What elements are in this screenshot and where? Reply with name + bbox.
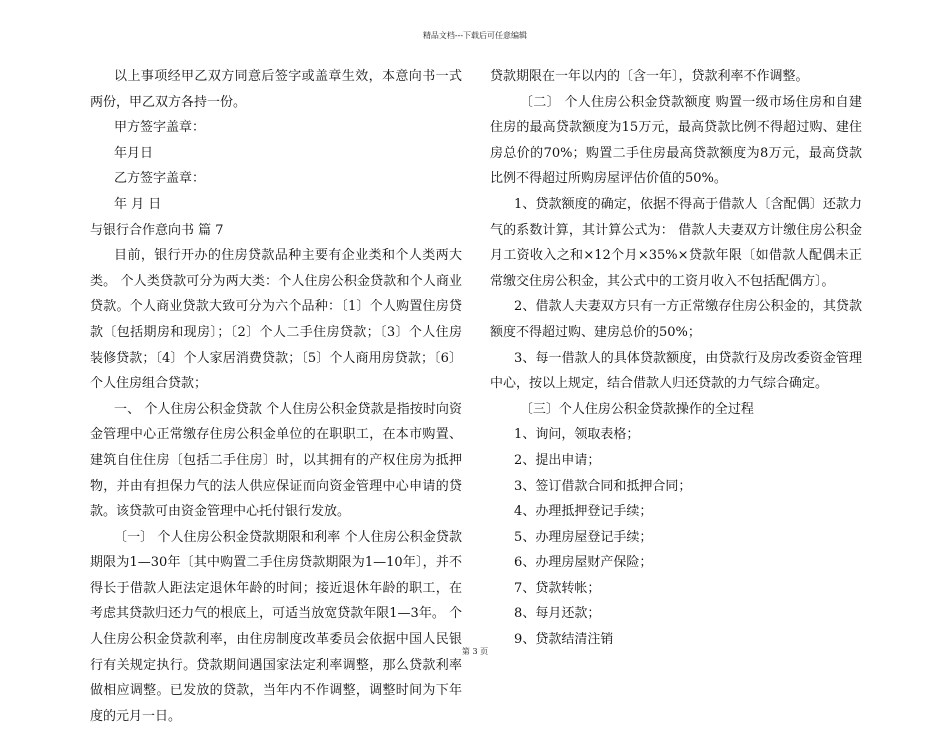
list-item: 9、贷款结清注销 [514,632,614,648]
paragraph: 年月日 [114,145,154,161]
paragraph: 〔二〕 个人住房公积金贷款额度 购置一级市场住房和自建住房的最高贷款额度为15万元，最高贷款比例不得超过购、建住房总价的70%；购置二手住房最高贷款额度为8万元，最高贷款比例不得超过所购房屋评估价值的50%。 [490,94,862,187]
list-item: 3、签订借款合同和抵押合同； [514,478,692,494]
paragraph: 乙方签字盖章： [114,171,206,187]
list-item: 2、提出申请； [514,452,601,468]
paragraph: 年 月 日 [114,196,162,212]
paragraph: 贷款期限在一年以内的〔含一年〕，贷款利率不作调整。 [490,69,809,84]
list-item: 6、办理房屋财产保险； [514,555,653,571]
list-item: 4、办理抵押登记手续； [514,504,653,520]
paragraph: 甲方签字盖章： [114,120,206,136]
paragraph: 1、贷款额度的确定，依据不得高于借款人〔含配偶〕还款力气的系数计算，其计算公式为： 借款人夫妻双方计缴住房公积金月工资收入之和×12个月×35%×贷款年限〔如借款人配偶未正常缴交住房公积金，其公式中的工资月收入不包括配偶方〕。 [490,196,862,289]
list-item: 5、办理房屋登记手续； [514,529,653,545]
section-heading: 与银行合作意向书 篇 7 [90,222,224,238]
paragraph: 以上事项经甲乙双方同意后签字或盖章生效，本意向书一式两份，甲乙双方各持一份。 [90,69,462,110]
paragraph: 一、 个人住房公积金贷款 个人住房公积金贷款是指按时向资金管理中心正常缴存住房公积金单位的在职职工，在本市购置、建筑自住住房〔包括二手住房〕时，以其拥有的产权住房为抵押物，并由有担保力气的法人供应保证而向资金管理中心申请的贷款。该贷款可由资金管理中心托付银行发放。 [90,401,462,520]
page-number: 第 3 页 [461,647,489,656]
paragraph: 2、借款人夫妻双方只有一方正常缴存住房公积金的，其贷款额度不得超过购、建房总价的50%； [490,299,862,340]
paragraph: 目前，银行开办的住房贷款品种主要有企业类和个人类两大类。 个人类贷款可分为两大类：个人住房公积金贷款和个人商业贷款。个人商业贷款大致可分为六个品种：〔1〕个人购置住房贷款〔包括期房和现房〕；〔2〕个人二手住房贷款；〔3〕个人住房装修贷款；〔4〕个人家居消费贷款；〔5〕个人商用房贷款；〔6〕个人住房组合贷款； [90,248,462,392]
subsection-heading: 〔三〕个人住房公积金贷款操作的全过程 [519,401,754,417]
page-header: 精品文档---下载后可任意编辑 [422,31,528,40]
list-item: 8、每月还款； [514,606,601,622]
paragraph: 3、每一借款人的具体贷款额度，由贷款行及房改委资金管理中心，按以上规定，结合借款人归还贷款的力气综合确定。 [490,350,862,392]
right-column [490,64,862,653]
list-item: 7、贷款转帐； [514,580,601,596]
left-column [90,64,462,729]
list-item: 1、询问，领取表格； [514,427,640,443]
paragraph: 〔一〕 个人住房公积金贷款期限和利率 个人住房公积金贷款期限为1—30年〔其中购置二手住房贷款期限为1—10年〕，并不得长于借款人距法定退休年龄的时间；接近退休年龄的职工，在考虑其贷款归还力气的根底上，可适当放宽贷款年限1—3年。 个人住房公积金贷款利率，由住房制度改革委员会依据中国人民银行有关规定执行。贷款期间遇国家法定利率调整，那么贷款利率做相应调整。已发放的贷款，当年内不作调整，调整时间为下年度的元月一日。 [90,529,462,724]
